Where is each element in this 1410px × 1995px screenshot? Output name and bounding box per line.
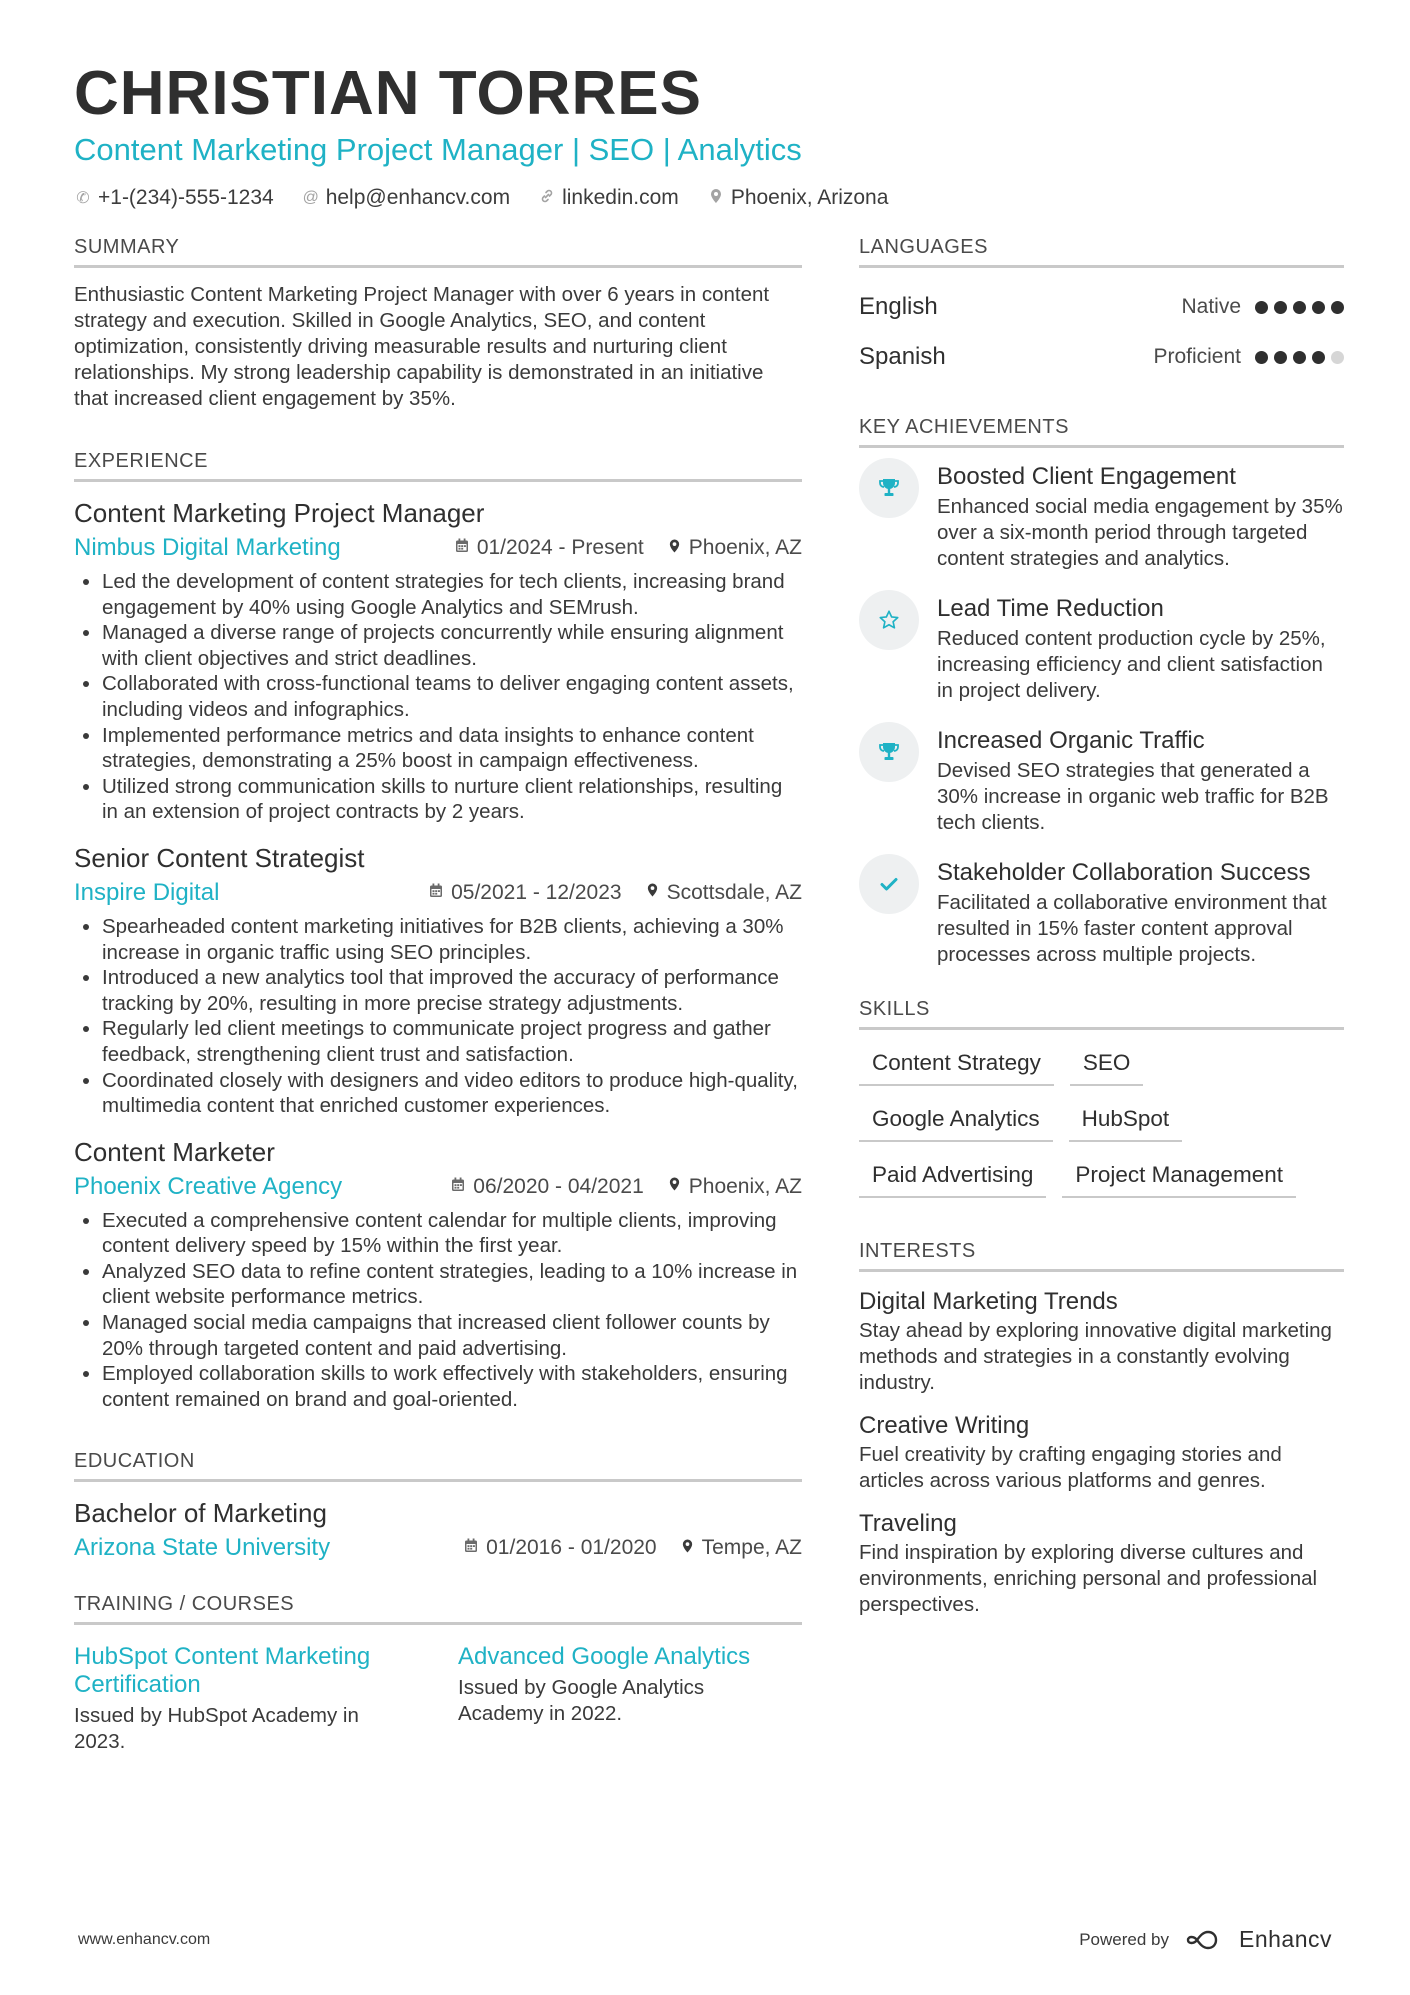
education-location: Tempe, AZ	[701, 1536, 802, 1560]
proficiency-dot-filled	[1293, 351, 1306, 364]
languages-heading: LANGUAGES	[859, 236, 1344, 268]
bullet-item: • Employed collaboration skills to work effectively with stakeholders, ensuring content remained on brand and goal-oriented.	[102, 1361, 802, 1412]
page-footer	[78, 1926, 1332, 1953]
degree-title: Bachelor of Marketing	[74, 1498, 327, 1529]
job-bullets	[74, 569, 802, 825]
calendar-icon	[455, 538, 469, 558]
job-entry	[74, 841, 802, 1119]
job-dates: 01/2024 - Present	[476, 536, 644, 559]
location-pin-icon	[681, 1538, 694, 1559]
achievement-title: Lead Time Reduction	[937, 595, 1164, 622]
languages-section	[859, 236, 1344, 382]
bullet-item: • Analyzed SEO data to refine content strategies, leading to a 10% increase in client website performance metrics.	[102, 1259, 802, 1310]
proficiency-dot-filled	[1274, 301, 1287, 314]
training-section	[74, 1593, 802, 1755]
proficiency-dots	[1255, 301, 1344, 314]
proficiency-dot-filled	[1255, 351, 1268, 364]
achievement-item	[859, 594, 1344, 704]
job-entry	[74, 1135, 802, 1413]
bullet-item: • Collaborated with cross-functional teams to deliver engaging content assets, including videos and infographics.	[102, 671, 802, 722]
interest-item	[859, 1286, 1344, 1396]
contact-email-text: help@enhancv.com	[325, 186, 511, 209]
contact-linkedin-text: linkedin.com	[562, 186, 679, 209]
calendar-icon	[429, 883, 443, 903]
right-column	[859, 236, 1344, 1632]
contact-phone[interactable]	[74, 186, 274, 210]
achievement-description: Reduced content production cycle by 25%, increasing efficiency and client satisfaction in project delivery.	[937, 627, 1326, 702]
course-entry	[458, 1639, 768, 1755]
contact-phone-text: +1-(234)-555-1234	[98, 186, 274, 209]
proficiency-dot-empty	[1331, 351, 1344, 364]
star-icon	[859, 590, 919, 650]
job-location: Scottsdale, AZ	[666, 880, 802, 904]
summary-heading: SUMMARY	[74, 236, 802, 268]
experience-heading: EXPERIENCE	[74, 450, 802, 482]
course-description: Issued by Google Analytics Academy in 2022.	[458, 1676, 705, 1726]
achievement-title: Boosted Client Engagement	[937, 463, 1236, 490]
contact-email[interactable]	[302, 186, 510, 210]
job-meta	[74, 1172, 802, 1202]
skill-tag: Content Strategy	[859, 1044, 1054, 1086]
proficiency-dot-filled	[1331, 301, 1344, 314]
trophy-icon	[859, 722, 919, 782]
footer-url[interactable]: www.enhancv.com	[78, 1930, 211, 1948]
job-bullets	[74, 914, 802, 1119]
education-heading: EDUCATION	[74, 1450, 802, 1482]
job-title: Content Marketing Project Manager	[74, 498, 485, 528]
bullet-item: • Utilized strong communication skills to nurture client relationships, resulting in an extension of project contracts by 2 years.	[102, 774, 802, 825]
job-location: Phoenix, AZ	[688, 1174, 802, 1198]
proficiency-dot-filled	[1255, 301, 1268, 314]
achievement-description: Facilitated a collaborative environment that resulted in 15% faster content approval processes across multiple projects.	[937, 891, 1327, 966]
interest-description: Fuel creativity by crafting engaging stories and articles across various platforms and genres.	[859, 1443, 1282, 1492]
candidate-name: CHRISTIAN TORRES	[74, 59, 703, 128]
course-description: Issued by HubSpot Academy in 2023.	[74, 1704, 359, 1754]
school-name: Arizona State University	[74, 1534, 331, 1562]
location-pin-icon	[707, 188, 725, 209]
interest-title: Digital Marketing Trends	[859, 1288, 1118, 1315]
summary-text: Enthusiastic Content Marketing Project Manager with over 6 years in content strategy and execution. Skilled in Google Analytics, SEO, and content optimization, consistently driving measurable results and nurturing client relationships. My strong leadership capability is demonstrated in an initiative that increased client engagement by 35%.	[74, 283, 770, 410]
language-level: Proficient	[1153, 345, 1241, 368]
training-heading: TRAINING / COURSES	[74, 1593, 802, 1625]
achievement-description: Devised SEO strategies that generated a 30% increase in organic web traffic for B2B tech clients.	[937, 759, 1329, 834]
bullet-item: • Managed a diverse range of projects concurrently while ensuring alignment with client objectives and strict deadlines.	[102, 620, 802, 671]
bullet-item: • Led the development of content strategies for tech clients, increasing brand engagement by 40% using Google Analytics and SEMrush.	[102, 569, 802, 620]
phone-icon: ✆	[76, 190, 90, 207]
location-pin-icon	[668, 538, 681, 559]
bullet-item: • Regularly led client meetings to communicate project progress and gather feedback, strengthening client trust and satisfaction.	[102, 1016, 802, 1067]
job-meta	[74, 533, 802, 563]
bullet-item: • Implemented performance metrics and data insights to enhance content strategies, demonstrating a 25% boost in campaign effectiveness.	[102, 723, 802, 774]
job-dates: 05/2021 - 12/2023	[451, 880, 622, 904]
proficiency-dot-filled	[1312, 301, 1325, 314]
education-meta	[74, 1533, 802, 1563]
proficiency-dot-filled	[1293, 301, 1306, 314]
interest-title: Creative Writing	[859, 1412, 1030, 1439]
infinity-logo-icon	[1185, 1929, 1231, 1951]
interests-heading: INTERESTS	[859, 1240, 1344, 1272]
contact-row	[74, 186, 1344, 210]
bullet-item: • Introduced a new analytics tool that improved the accuracy of performance tracking by 20%, resulting in more precise strategy adjustments.	[102, 965, 802, 1016]
proficiency-dot-filled	[1312, 351, 1325, 364]
education-section	[74, 1450, 802, 1563]
achievement-item	[859, 858, 1344, 968]
trophy-icon	[859, 458, 919, 518]
bullet-item: • Spearheaded content marketing initiatives for B2B clients, achieving a 30% increase in organic traffic using SEO principles.	[102, 914, 802, 965]
achievement-description: Enhanced social media engagement by 35% over a six-month period through targeted content strategies and analytics.	[937, 495, 1343, 570]
checkmark-icon	[859, 854, 919, 914]
experience-section	[74, 450, 802, 1412]
job-entry	[74, 496, 802, 825]
interest-description: Stay ahead by exploring innovative digital marketing methods and strategies in a constantly evolving industry.	[859, 1319, 1332, 1394]
calendar-icon	[451, 1177, 465, 1197]
achievement-item	[859, 726, 1344, 836]
bullet-item: • Managed social media campaigns that increased client follower counts by 20% through targeted content and paid advertising.	[102, 1310, 802, 1361]
location-pin-icon	[668, 1176, 681, 1197]
candidate-title: Content Marketing Project Manager | SEO | Analytics	[74, 132, 802, 167]
skills-heading: SKILLS	[859, 998, 1344, 1030]
achievement-item	[859, 462, 1344, 572]
job-bullets	[74, 1208, 802, 1413]
course-entry	[74, 1639, 384, 1755]
skill-tag: Paid Advertising	[859, 1156, 1046, 1198]
job-title: Senior Content Strategist	[74, 842, 365, 873]
job-meta	[74, 878, 802, 908]
achievements-heading: KEY ACHIEVEMENTS	[859, 416, 1344, 448]
contact-location-text: Phoenix, Arizona	[730, 186, 889, 209]
language-row	[859, 332, 1344, 382]
skill-tag: Project Management	[1062, 1156, 1296, 1198]
brand-logo[interactable]	[1185, 1926, 1332, 1953]
course-title: HubSpot Content Marketing Certification	[74, 1643, 371, 1699]
company-name: Inspire Digital	[74, 878, 220, 906]
bullet-item: • Coordinated closely with designers and video editors to produce high-quality, multimedia content that enriched customer experiences.	[102, 1068, 802, 1119]
language-name: English	[859, 293, 938, 320]
link-icon	[538, 188, 556, 209]
resume-header	[74, 58, 1344, 210]
language-row	[859, 282, 1344, 332]
interest-item	[859, 1410, 1344, 1494]
contact-location	[707, 186, 889, 210]
job-title: Content Marketer	[74, 1136, 275, 1167]
company-name: Nimbus Digital Marketing	[74, 534, 341, 561]
achievements-section	[859, 416, 1344, 968]
job-location: Phoenix, AZ	[688, 536, 802, 559]
interests-section	[859, 1240, 1344, 1618]
language-name: Spanish	[859, 343, 946, 370]
course-title: Advanced Google Analytics	[458, 1643, 751, 1671]
interest-item	[859, 1508, 1344, 1618]
at-icon: @	[302, 189, 319, 206]
proficiency-dots	[1255, 351, 1344, 364]
calendar-icon	[464, 1538, 478, 1558]
skill-tag: SEO	[1070, 1044, 1144, 1086]
left-column	[74, 236, 802, 1755]
skill-tag: Google Analytics	[859, 1100, 1053, 1142]
location-pin-icon	[646, 882, 659, 903]
proficiency-dot-filled	[1274, 351, 1287, 364]
interest-description: Find inspiration by exploring diverse cultures and environments, enriching personal and professional perspectives.	[859, 1541, 1318, 1616]
language-level: Native	[1181, 295, 1241, 318]
education-dates: 01/2016 - 01/2020	[486, 1536, 657, 1560]
contact-linkedin[interactable]	[538, 186, 679, 210]
powered-by-label: Powered by	[1079, 1929, 1169, 1949]
achievement-title: Increased Organic Traffic	[937, 727, 1205, 754]
skills-section	[859, 998, 1344, 1198]
achievement-title: Stakeholder Collaboration Success	[937, 859, 1311, 886]
brand-name: Enhancv	[1238, 1926, 1332, 1952]
interest-title: Traveling	[859, 1510, 957, 1537]
skill-tag: HubSpot	[1069, 1100, 1183, 1142]
job-dates: 06/2020 - 04/2021	[473, 1174, 644, 1198]
bullet-item: • Executed a comprehensive content calendar for multiple clients, improving content delivery speed by 15% within the first year.	[102, 1208, 802, 1259]
company-name: Phoenix Creative Agency	[74, 1172, 343, 1200]
summary-section	[74, 236, 802, 412]
